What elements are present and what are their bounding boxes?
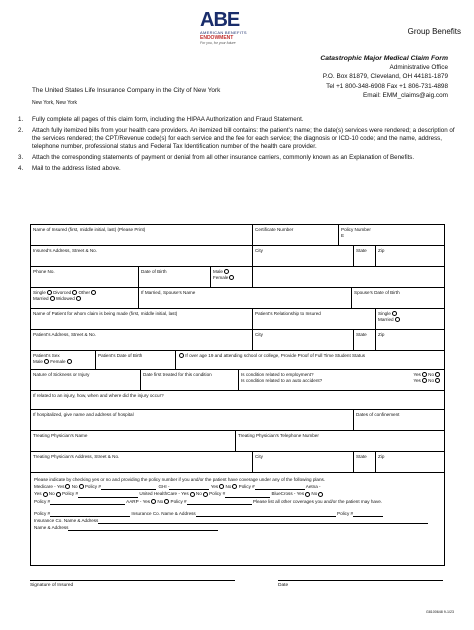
form-code: G8100648 9-1/23 [426,610,454,614]
name-address-label: Name & Address [34,525,69,531]
male-label: Male [213,269,223,274]
ins-co-label-2: Insurance Co. Name & Address [34,518,99,524]
ghi-no-radio[interactable] [232,484,237,489]
patient-dob-field[interactable] [96,351,176,369]
patient-married-label: Married [378,317,394,322]
female-radio[interactable] [229,275,234,280]
phone-label: Phone No. [33,269,55,274]
aetna-policy-label: Policy # [61,491,79,497]
certificate-number-field[interactable] [253,225,339,245]
physician-zip-label: Zip [378,454,385,459]
instruction-number: 4. [18,165,24,173]
other-policy-label-1: Policy # [34,510,51,516]
hospital-label: If hospitalized, give name and address of hospital [33,412,134,417]
male-radio[interactable] [224,269,229,274]
student-status-checkbox[interactable] [179,353,184,358]
other-coverage-section [31,473,444,565]
hospital-field[interactable] [31,410,354,430]
logo-mark: ABE [200,9,240,31]
dob-label: Date of Birth [141,269,167,274]
student-status-field [176,351,444,369]
instruction-number: 2. [18,127,24,135]
patient-city-field[interactable] [253,330,354,350]
auto-yes-label: Yes [413,378,421,383]
instruction-number: 1. [18,116,24,123]
ghi-no-label: No [225,484,232,490]
other-policy-line-3 [34,524,441,531]
city-label: City [255,248,263,253]
married-label: Married [33,296,49,301]
city-field[interactable] [253,246,354,266]
patient-city-label: City [255,332,263,337]
other-coverage-intro: Please indicate by checking yes or no and providing the policy number if you and/or the patient have coverage under any of the following plans. [34,477,326,482]
auto-question: Is condition related to an auto accident? [241,378,323,383]
patient-relationship-label: Patient’s Relationship to Insured [255,311,321,316]
phone-field[interactable] [31,267,139,287]
physician-city-field[interactable] [253,452,354,472]
aetna-yes-radio[interactable] [43,492,48,497]
physician-name-label: Treating Physician’s Name [33,433,88,438]
instruction-text: Attach the corresponding statements of payment or denial from all other insurance carriers, commonly known as an Explanation of Benefits. [32,154,415,162]
injury-description-field[interactable] [31,391,444,409]
aarp-policy-label: Policy # [170,498,187,504]
patient-single-label: Single [378,311,391,316]
bluecross-yes-label: Yes [296,491,305,497]
spouse-name-label: If Married, Spouse’s Name [141,290,196,295]
united-yes-radio[interactable] [190,492,195,497]
insured-address-label: Insured’s Address, Street & No. [33,248,98,253]
policy-number-label: Policy Number [341,227,371,232]
united-yes-label: Yes [181,491,189,497]
confinement-field[interactable] [354,410,444,430]
patient-single-radio[interactable] [392,311,397,316]
physician-state-field[interactable] [354,452,376,472]
name-address-input[interactable] [68,530,218,531]
injury-description-label: If related to an injury, how, when and where did the injury occur? [33,393,164,398]
group-benefits-label: Group Benefits [407,27,461,36]
patient-address-label: Patient’s Address, Street & No. [33,332,96,337]
sickness-injury-field[interactable] [31,370,141,390]
office-label: Administrative Office [389,64,448,72]
united-no-radio[interactable] [203,492,208,497]
instruction-text: Attach fully itemized bills from your health care providers. An itemized bill contains: the patient’s name; the date(s) services were rendered; a description of the services rendered; the CPT/Revenue code(s) for each service and the fee for each service; the diagnosis or ICD-10 code; and the name, address, telephone number, professional status and Federal Tax Identification number of the health care provider. [32,127,455,150]
instruction-item [18,165,458,173]
medicare-policy-label: Policy # [84,484,101,490]
signature-date-line[interactable] [278,580,443,588]
email: Email: EMM_claims@aig.com [363,91,448,99]
single-label: Single [33,290,46,295]
employment-no-label: No [428,372,434,377]
ghi-yes-radio[interactable] [219,484,224,489]
company-block [32,85,220,109]
medicare-yes-radio[interactable] [65,484,70,489]
spouse-dob-field[interactable] [352,288,444,308]
logo-sub2: ENDOWMENT [200,35,234,41]
phone-fax: Tel +1 800-348-6908 Fax +1 806-731-4898 [326,82,448,90]
company-name: The United States Life Insurance Company in the City of New York [32,87,221,94]
bluecross-policy-label: Policy # [34,498,51,504]
abe-logo [200,10,260,50]
bluecross-no-radio[interactable] [318,492,323,497]
medicare-label: Medicare - [34,484,56,490]
patient-zip-field[interactable] [376,330,444,350]
certificate-number-label: Certificate Number [255,227,294,232]
dob-field[interactable] [139,267,211,287]
physician-phone-field[interactable] [236,431,444,451]
patient-state-field[interactable] [354,330,376,350]
other-label: Other [78,290,90,295]
coverage-line-3 [34,498,441,505]
other-coverage-note: Please list all other coverages you and/or the patient may have. [252,498,383,504]
company-city: New York, New York [32,100,78,106]
insured-name-label: Name of Insured (first, middle initial, last) (Please Print) [33,227,146,232]
spouse-dob-label: Spouse’s Date of Birth [354,290,400,295]
patient-married-radio[interactable] [395,317,400,322]
instruction-item [18,127,458,150]
insured-address-field[interactable] [31,246,253,266]
auto-no-radio[interactable] [435,378,440,383]
confinement-label: Dates of confinement [356,412,400,417]
spouse-name-field[interactable] [139,288,352,308]
instruction-text: Mail to the address listed above. [32,165,121,173]
aarp-no-label: No [157,498,164,504]
patient-female-label: Female [50,359,66,364]
patient-sex-field [31,351,96,369]
married-radio[interactable] [50,296,55,301]
insured-name-field[interactable] [31,225,253,245]
marital-status-field [31,288,139,308]
other-radio[interactable] [91,290,96,295]
divorced-radio[interactable] [72,290,77,295]
patient-name-field[interactable] [31,309,253,329]
patient-marital-field [376,309,444,329]
aetna-no-radio[interactable] [56,492,61,497]
logo-sub: AMERICAN BENEFITS [200,30,247,35]
widowed-label: Widowed [55,296,75,301]
aarp-no-radio[interactable] [164,499,169,504]
patient-zip-label: Zip [378,332,385,337]
sex-field [211,267,253,287]
physician-zip-field[interactable] [376,452,444,472]
physician-city-label: City [255,454,263,459]
patient-sex-label: Patient’s Sex [33,353,60,358]
united-no-label: No [195,491,202,497]
aarp-yes-radio[interactable] [151,499,156,504]
insured-signature-label: Signature of Insured [30,583,74,588]
condition-questions [239,370,444,390]
bluecross-no-label: No [311,491,318,497]
coverage-line-1 [34,483,441,490]
aetna-no-label: No [48,491,55,497]
bluecross-label: BlueCross - [271,491,296,497]
medicare-no-label: No [71,484,78,490]
widowed-radio[interactable] [76,296,81,301]
other-policy-label-2: Policy # [337,510,354,516]
patient-male-radio[interactable] [44,359,49,364]
divorced-label: Divorced [53,290,72,295]
insured-signature-line[interactable] [30,580,235,588]
auto-yes-radio[interactable] [422,378,427,383]
aarp-label: AARP - [126,498,142,504]
patient-dob-label: Patient’s Date of Birth [98,353,143,358]
date-first-treated-label: Date first treated for this condition [143,372,212,377]
policy-number-field[interactable] [339,225,444,245]
instruction-text: Fully complete all pages of this claim form, including the HIPAA Authorization and Fraud Statement. [32,116,304,123]
blank-field [253,267,444,287]
date-first-treated-field[interactable] [141,370,239,390]
employment-no-radio[interactable] [435,372,440,377]
patient-relationship-field[interactable] [253,309,376,329]
sickness-injury-label: Nature of Sickness or Injury [33,372,90,377]
state-label: State [356,248,367,253]
aetna-yes-label: Yes [34,491,42,497]
female-label: Female [213,275,229,280]
physician-name-field[interactable] [31,431,236,451]
zip-field[interactable] [376,246,444,266]
aetna-label: Aetna - [305,484,321,490]
united-policy-label: Policy # [209,491,226,497]
instruction-item [18,154,458,162]
physician-address-label: Treating Physician’s Address, Street & No. [33,454,120,459]
patient-female-radio[interactable] [67,359,72,364]
ins-co-label-1: Insurance Co. Name & Address [131,510,196,516]
other-policy-line-2 [34,517,441,524]
auto-no-label: No [428,378,434,383]
ghi-label: GHI - [158,484,170,490]
policy-prefix: E [341,233,345,238]
medicare-no-radio[interactable] [79,484,84,489]
zip-label: Zip [378,248,385,253]
aarp-policy-input[interactable] [187,504,252,505]
other-policy-line-1 [34,510,441,517]
physician-phone-label: Treating Physician’s Telephone Number [238,433,319,438]
aarp-yes-label: Yes [142,498,151,504]
mailing-address: P.O. Box 81879, Cleveland, OH 44181-1879 [322,73,448,81]
medicare-yes-label: Yes [56,484,65,490]
employment-question: Is condition related to employment? [241,372,314,377]
employment-yes-label: Yes [413,372,421,377]
patient-name-label: Name of Patient for whom claim is being made (first, middle initial, last) [33,311,178,316]
patient-address-field[interactable] [31,330,253,350]
employment-yes-radio[interactable] [422,372,427,377]
instructions-list [18,116,458,177]
bluecross-policy-input[interactable] [50,504,125,505]
physician-state-label: State [356,454,367,459]
ghi-yes-label: Yes [210,484,219,490]
claim-form [30,224,445,566]
patient-state-label: State [356,332,367,337]
coverage-line-2 [34,490,441,497]
bluecross-yes-radio[interactable] [305,492,310,497]
form-title: Catastrophic Major Medical Claim Form [320,55,448,62]
instruction-item [18,116,458,124]
instruction-number: 3. [18,154,24,162]
physician-address-field[interactable] [31,452,253,472]
ghi-policy-label: Policy # [238,484,255,490]
logo-tagline: For you, for your future [200,41,236,45]
patient-male-label: Male [33,359,43,364]
student-status-label: If over age 19 and attending school or college, Provide Proof of Full Time Student Status [185,353,366,358]
single-radio[interactable] [47,290,52,295]
state-field[interactable] [354,246,376,266]
united-label: United HealthCare - [139,491,180,497]
signature-date-label: Date [278,583,289,588]
header-contact [320,54,448,100]
